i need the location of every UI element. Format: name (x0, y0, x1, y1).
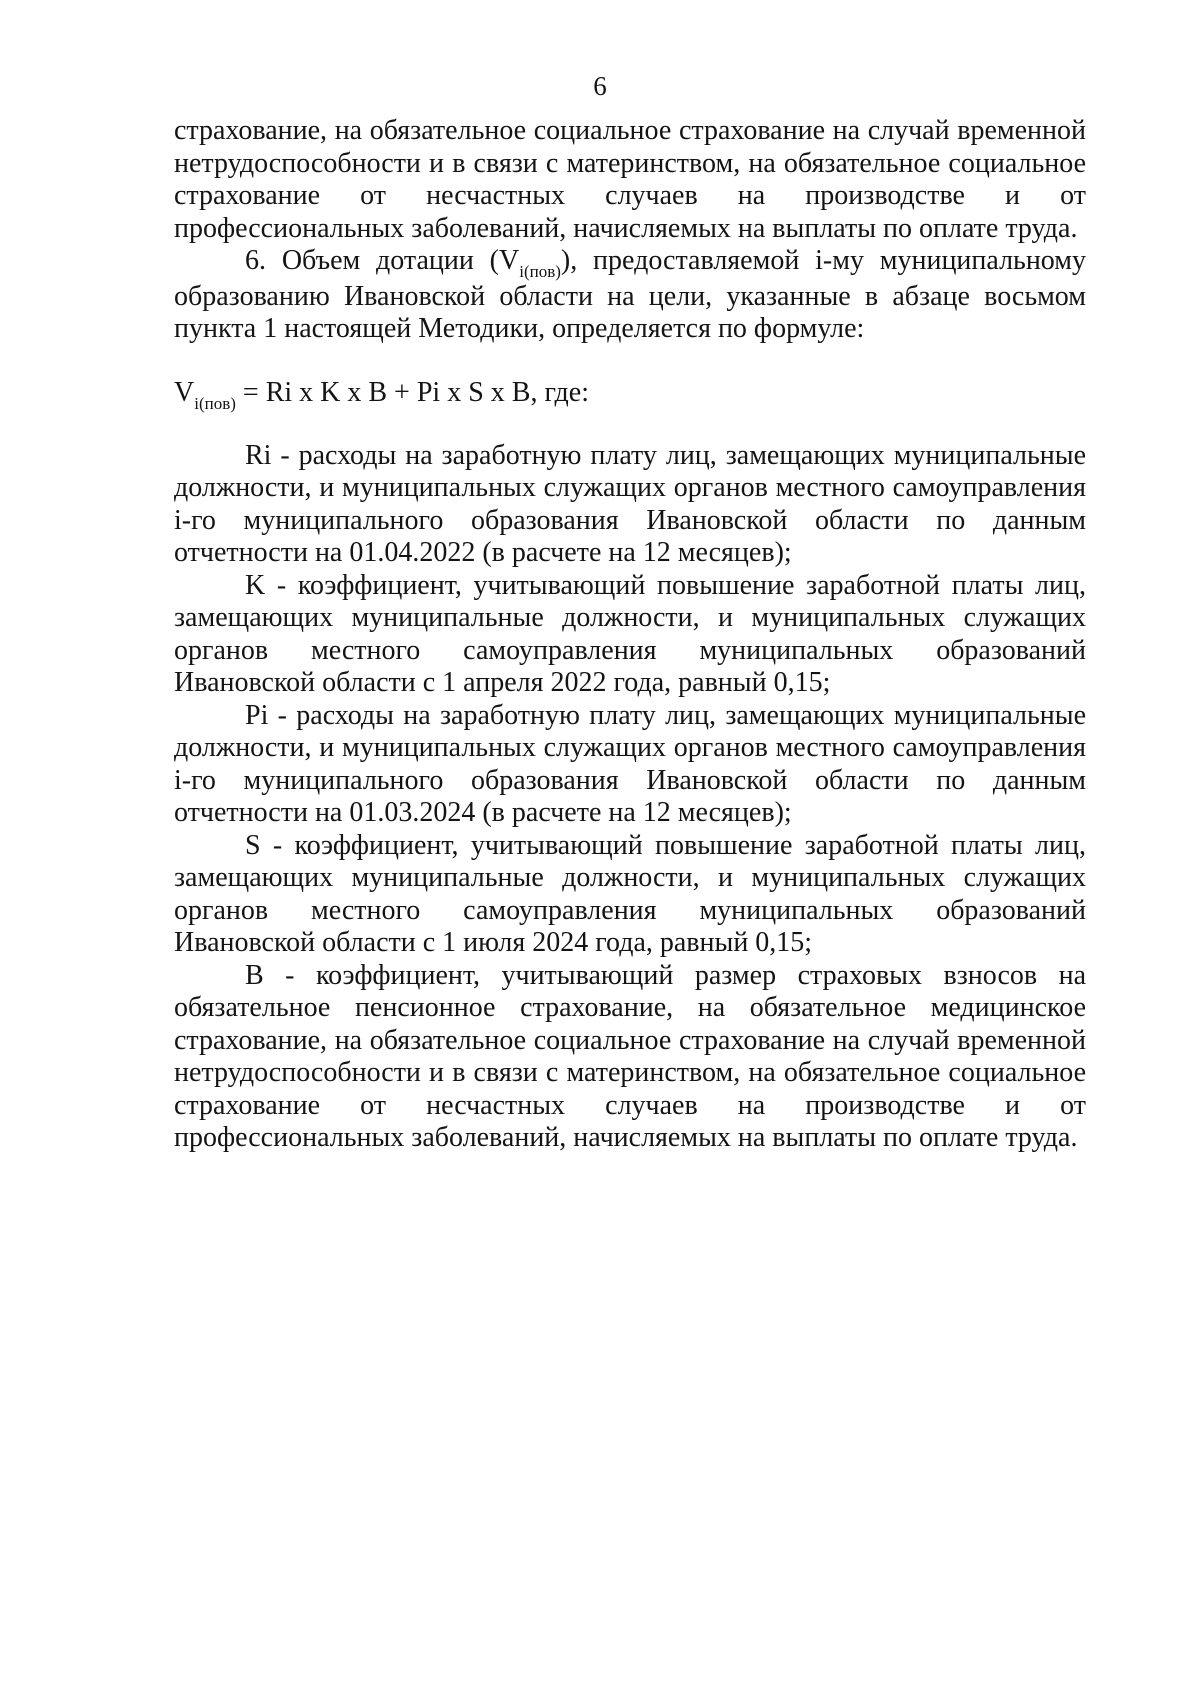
formula (174, 376, 1086, 413)
formula-lhs-base: V (174, 376, 195, 408)
continuation-paragraph: страхование, на обязательное социальное страхование на случай временной нетрудоспособности и в связи с материнством, на обязательное социальное страхование от несчастных случаев на производстве и от профессиональных заболеваний, начисляемых на выплаты по оплате труда. (174, 115, 1086, 244)
item-6-paragraph (174, 245, 1086, 346)
definition-pi: Pi - расходы на заработную плату лиц, замещающих муниципальные должности, и муниципальных служащих органов местного самоуправления i-го муниципального образования Ивановской области по данным отчетности на 01.03.2024 (в расчете на 12 месяцев); (174, 699, 1086, 828)
item-6-text-before: 6. Объем дотации (V (245, 245, 520, 276)
definition-k: K - коэффициент, учитывающий повышение заработной платы лиц, замещающих муниципальные должности, и муниципальных служащих органов местного самоуправления муниципальных образований Ивановской области с 1 апреля 2022 года, равный 0,15; (174, 569, 1086, 698)
definition-s: S - коэффициент, учитывающий повышение заработной платы лиц, замещающих муниципальные должности, и муниципальных служащих органов местного самоуправления муниципальных образований Ивановской области с 1 июля 2024 года, равный 0,15; (174, 829, 1086, 958)
definition-ri: Ri - расходы на заработную плату лиц, замещающих муниципальные должности, и муниципальных служащих органов местного самоуправления i-го муниципального образования Ивановской области по данным отчетности на 01.04.2022 (в расчете на 12 месяцев); (174, 439, 1086, 568)
formula-lhs-subscript: i(пов) (194, 393, 236, 413)
item-6-symbol-subscript: i(пов) (519, 262, 561, 281)
item-6-text-after: ), предоставляемой i-му муниципальному образованию Ивановской области на цели, указанные в абзаце восьмом пункта 1 настоящей Методики, определяется по формуле: (174, 245, 1086, 344)
document-body (174, 115, 1086, 1155)
formula-rhs: = Ri x K x B + Pi x S x B, где: (235, 376, 589, 408)
definition-b: B - коэффициент, учитывающий размер страховых взносов на обязательное пенсионное страхование, на обязательное медицинское страхование, на обязательное социальное страхование на случай временной нетрудоспособности и в связи с материнством, на обязательное социальное страхование от несчастных случаев на производстве и от профессиональных заболеваний, начисляемых на выплаты по оплате труда. (174, 959, 1086, 1153)
page-number: 6 (593, 71, 607, 101)
